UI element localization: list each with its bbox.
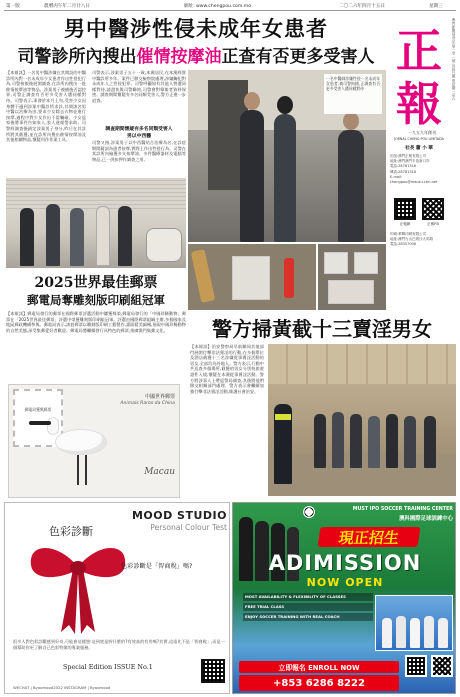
- person-figure: [46, 204, 60, 266]
- soccer-title-cn: 現正招生: [318, 527, 421, 547]
- evidence-photo-items: [318, 244, 386, 310]
- spoonbill-neck: [47, 417, 59, 435]
- lead-body-mid-2: 司警又指,涉案男子以中西醫結合治療為名,在診症期間藉詞為患者按摩,實際上作出性侵行為。司警在其診所內檢獲多支按摩油、多件醫療器材及電腦等物品,已一併扣押作調查之用。: [92, 140, 186, 162]
- enroll-button[interactable]: 立即報名 ENROLL NOW: [239, 661, 399, 673]
- feature-item: ENJOY SOCCER TRAINING WITH REAL COACH: [243, 613, 373, 621]
- person-figure: [314, 414, 326, 468]
- mood-subtitle: Personal Colour Test: [150, 523, 227, 532]
- info-line: 電話:28781316: [390, 164, 416, 169]
- website-link[interactable]: www.chengpou.com.mo: [196, 4, 252, 9]
- stamp-headline: 2025世界最佳郵票: [34, 275, 158, 291]
- stamp-caption: 郵電局獲獎郵票: [24, 407, 52, 412]
- qr-caption-facebook: 正報FB: [427, 222, 439, 226]
- officer-head: [244, 92, 260, 110]
- info-line: 傳真:28781318: [390, 169, 416, 174]
- logo-char-zheng: 正: [396, 24, 442, 78]
- kids-team-photo: [375, 595, 453, 651]
- soccer-subtitle: NOW OPEN: [306, 575, 384, 589]
- stamp-title: 中國世界郵票: [144, 394, 175, 400]
- info-line: 出版:澳門正報有限公司: [390, 154, 427, 158]
- photo-caption-box: [324, 74, 382, 114]
- person-figure: [368, 416, 380, 468]
- stamp-subtitle: Animais Raros da China: [120, 401, 175, 406]
- person-figure: [96, 206, 110, 266]
- mood-edition: Special Edition ISSUE No.1: [63, 663, 153, 671]
- lead-section-head-2: 男以中西醫: [127, 134, 151, 139]
- mood-body: 很多人對色彩診斷感到好奇,可能會這樣想:這到底是幹什麼的?有效真的有用嗎?其實,這遠比不是「智商稅」,而是一個幫助你更了解自己色彩特徵的專業服務。: [13, 639, 225, 650]
- person-figure: [386, 414, 398, 468]
- spoonbill-bird: [55, 429, 107, 455]
- person-figure: [20, 208, 34, 266]
- kid-figure: [396, 616, 406, 648]
- soccer-qr-code[interactable]: [431, 655, 453, 677]
- masthead: [388, 14, 456, 316]
- stamp-image: [8, 384, 180, 498]
- person-figure: [332, 412, 344, 468]
- photo-caption: 一名中醫師涉嫌性侵一名未成年女患者,被司警拘捕,正調查有否更多受害人遭同樣對待: [326, 76, 380, 91]
- suspect-figure: [274, 114, 296, 242]
- officer-head: [343, 112, 359, 130]
- person-figure: [118, 206, 132, 266]
- soccer-ball-icon: [303, 506, 315, 518]
- section-label: 第一版: [6, 4, 20, 9]
- lead-subhead: [4, 43, 388, 65]
- mood-label: 色彩診斷: [49, 525, 93, 538]
- mood-footer: WECHAT | Byoomood2022 INSTAGRAM | Byoomood: [13, 685, 111, 690]
- feature-item: MOST AVAILABILITY & FLEXIBILITY OF CLASSES: [243, 593, 373, 601]
- red-cap-bottle: [284, 258, 294, 298]
- qr-code-facebook[interactable]: [422, 198, 444, 220]
- weekday: 星期三: [429, 4, 443, 9]
- motorcycle: [146, 228, 182, 262]
- suspect-head: [277, 96, 293, 114]
- clinic-raid-photo: [188, 70, 386, 242]
- evidence-bag: [328, 280, 374, 304]
- spoonbill-bill: [29, 421, 51, 425]
- feature-item: FREE TRIAL CLASS: [243, 603, 373, 611]
- subhead-post: 正查有否更多受害人: [221, 46, 375, 67]
- mood-brand: MOOD STUDIO: [131, 509, 227, 522]
- kid-figure: [410, 618, 420, 648]
- soccer-phone[interactable]: +853 6286 8222: [239, 675, 399, 691]
- printer-line: 電話:28357006: [390, 242, 416, 247]
- kid-figure: [438, 618, 448, 648]
- lead-section-head-1: 調查期間懷疑有多名同類受害人: [105, 127, 173, 132]
- lead-body-mid: 司警表示,涉案男子五十一歲,本澳居民,在本澳經營中醫診所多年。案件已移交檢察院處理,涉嫌觸犯對未成年人之性侵犯罪。司警呼籲如有其他人曾遭同樣對待,請盡快與司警聯絡,司警會對舉報者資料保密。調查期間懷疑有多名同類受害人,警方正進一步追查。: [92, 70, 186, 103]
- website-label: 網址:: [184, 4, 195, 9]
- person-figure: [70, 208, 84, 266]
- lunar-date: 農曆丙午年二月廿八日: [44, 4, 90, 9]
- soccer-qr-code[interactable]: [405, 655, 427, 677]
- printer-info: [390, 232, 448, 248]
- mood-qr-code[interactable]: [201, 659, 225, 683]
- page-header: [4, 3, 456, 11]
- masthead-info: [390, 154, 448, 185]
- vice-body: 【本報訊】治安警察局早前聯同其他部門展開打擊非法賣淫的行動,在多個單位及酒店截獲十三名涉嫌從事賣淫活動的男女,全部均為外地人。警方表示,行動中共巡查多個場所,截獲的男女分別持旅遊證件入境,懷疑在本澳從事賣淫活動。警方將涉事人士帶返警局調查,其後將他們移交相關部門處理。警方表示會繼續加強打擊非法賣淫活動,維護社會治安。: [190, 344, 264, 394]
- company-name-en: JORNAL CHENG POU LIMITADA: [394, 137, 444, 141]
- info-line: 地址:澳門澳門半島新口岸: [390, 159, 430, 164]
- evidence-bag: [354, 252, 378, 274]
- qr-caption-website: 正報網: [399, 222, 411, 226]
- soccer-academy-name: MUST IPO SOCCER TRAINING CENTER: [352, 507, 453, 512]
- person-figure: [424, 416, 436, 468]
- mood-tagline: 色彩診斷是「智商稅」嗎?: [121, 563, 193, 570]
- vice-raid-photo: [268, 344, 456, 496]
- ad-soccer-academy[interactable]: [232, 502, 456, 694]
- escort-photo: [6, 178, 186, 268]
- evidence-photo-oil: [188, 244, 316, 310]
- spoonbill-legs: [85, 455, 87, 485]
- soccer-features: [243, 593, 373, 621]
- issue-date: 二〇二六年四月十五日: [339, 4, 385, 9]
- stamp-body: 【本報訊】郵電局發行的郵票在國際郵票評選活動中屢獲殊榮,郵電局發行的「中國珍稀動物」郵票在「2025世界最佳郵票」評選中榮獲雕刻版印刷組冠軍。評選由國際郵票組織主辦,多個國家及地區郵政機構參與。郵電局表示,該套郵票以雕刻版印刷工藝製作,畫面精美細緻,展現中國珍稀動物的自然美態,深受集郵愛好者歡迎。郵電局將繼續發行具特色的郵票,推廣澳門集郵文化。: [6, 311, 186, 333]
- soccer-academy-cn: 澳科國際足球訓練中心: [399, 516, 453, 522]
- kid-figure: [382, 618, 392, 648]
- kid-figure: [424, 616, 434, 648]
- lead-body-left: 【本報訊】一名男中醫涉嫌在其開設的中醫診所內對一名未成年少女患者作出性侵犯行為,司警接報後展開調查,在診所內搜出一批催情按摩油等物品。涉案男子被捕後否認控罪,司警正調查有否更多受害人遭同樣對待。司警表示,事發於本月上旬,受害少女因身體不適到涉案中醫診所求診,其間該名男中醫以治療為由,要求少女除去衣物並進行按摩,過程中對少女作出不當觸碰。少女返家後將事件告知家人,家人遂報警求助。司警經調查後鎖定涉案男子身分,昨日在其診所將其截獲,並在診所內搜出催情按摩油及其他相關物品,懷疑用作作案工具。: [6, 70, 86, 143]
- founded-note: 一九五九年創刊: [408, 130, 436, 135]
- red-bow-icon: [23, 537, 133, 637]
- masthead-side-note: 澳門新聞局登記 第一零一號 出版日期 逢星期一至六: [452, 18, 456, 101]
- person-figure: [350, 414, 362, 468]
- person-figure: [404, 416, 416, 468]
- soccer-title-en: ADIMISSION: [268, 551, 422, 575]
- lead-headline: 男中醫涉性侵未成年女患者: [64, 16, 328, 41]
- logo-char-bao: 報: [396, 77, 442, 131]
- vice-headline: 警方掃黃截十三賣淫男女: [212, 316, 432, 341]
- subhead-pre: 司警診所內搜出: [17, 46, 137, 67]
- printer-line: 印刷:華輝印刷有限公司: [390, 232, 427, 236]
- qr-code-website[interactable]: [394, 198, 416, 220]
- oil-bottle: [191, 249, 216, 303]
- subhead-highlight: 催情按摩油: [136, 46, 222, 67]
- corridor-ceiling: [268, 344, 456, 384]
- spoonbill-legs: [77, 455, 79, 485]
- evidence-bag: [232, 256, 270, 300]
- stamp-subhead: 郵電局奪雕刻版印刷組冠軍: [27, 293, 165, 307]
- shutter-wall: [6, 178, 186, 212]
- info-line: E-mail: chengpou@macau.ctm.net: [390, 174, 438, 185]
- printer-line: 地址:澳門台山巴坡沙大馬路: [390, 237, 434, 242]
- officer-figure: [240, 110, 264, 242]
- publisher: 社長 蕭 小 華: [405, 146, 433, 151]
- police-vest: [275, 414, 291, 420]
- stamp-brand: Macau: [144, 467, 175, 477]
- ad-mood-studio[interactable]: [4, 502, 230, 694]
- evidence-bag: [324, 252, 348, 274]
- officer-figure: [338, 130, 364, 242]
